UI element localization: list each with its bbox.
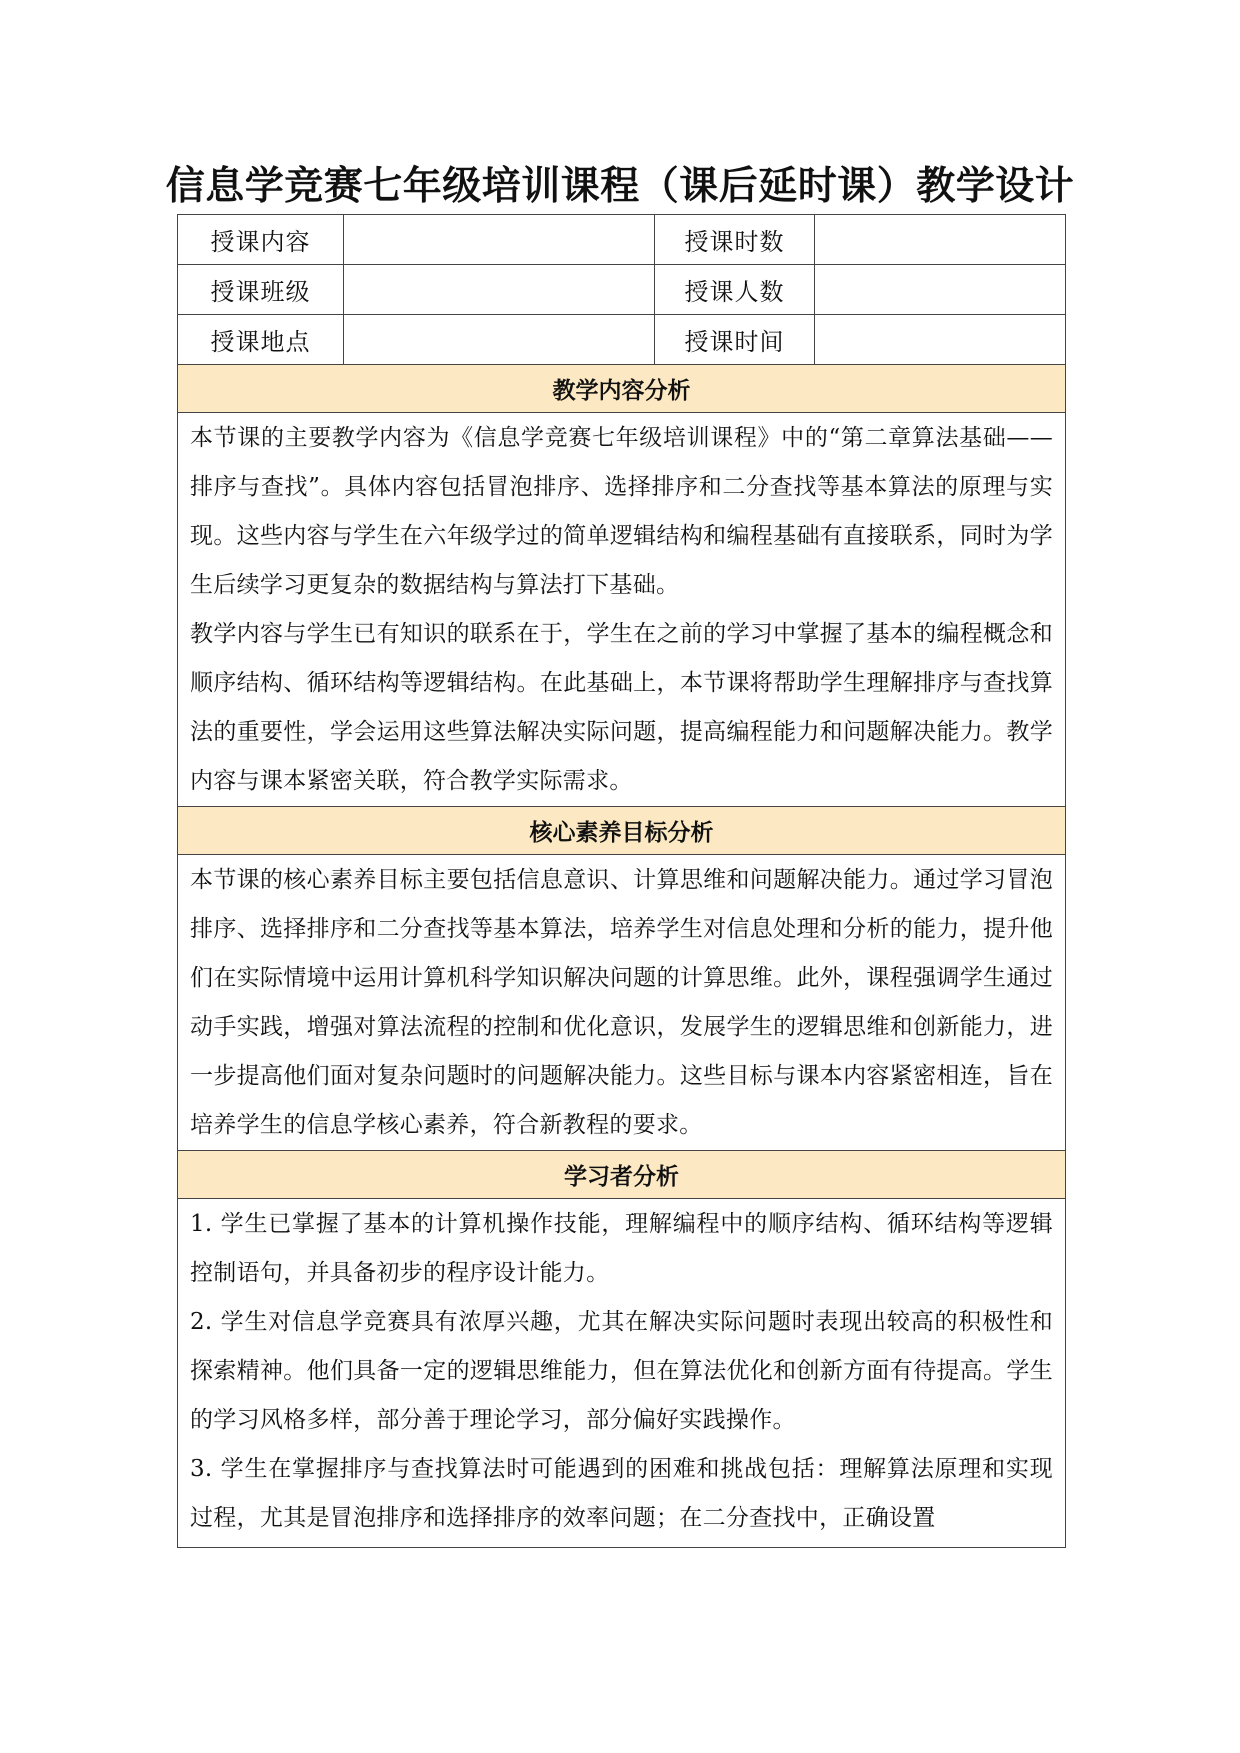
learner-analysis-clip — [190, 1199, 1053, 1547]
label-student-count: 授课人数 — [655, 265, 815, 315]
label-lesson-hours: 授课时数 — [655, 215, 815, 265]
value-lesson-location[interactable] — [344, 315, 655, 365]
learner-analysis-item: 3. 学生在掌握排序与查找算法时可能遇到的困难和挑战包括：理解算法原理和实现过程，尤其是冒泡排序和选择排序的效率问题；在二分查找中，正确设置 — [190, 1456, 1053, 1531]
learner-analysis-heading: 学习者分析 — [178, 1151, 1066, 1199]
value-lesson-content[interactable] — [344, 215, 655, 265]
section-body-learner-analysis — [178, 1199, 1066, 1548]
section-header-core-literacy — [178, 807, 1066, 855]
content-analysis-paragraph: 教学内容与学生已有知识的联系在于，学生在之前的学习中掌握了基本的编程概念和顺序结构、循环结构等逻辑结构。在此基础上，本节课将帮助学生理解排序与查找算法的重要性，学会运用这些算法解决实际问题，提高编程能力和问题解决能力。教学内容与课本紧密关联，符合教学实际需求。 — [190, 621, 1053, 794]
label-lesson-class: 授课班级 — [178, 265, 344, 315]
lesson-plan-table — [177, 214, 1066, 1548]
value-lesson-time[interactable] — [815, 315, 1066, 365]
label-lesson-time: 授课时间 — [655, 315, 815, 365]
section-body-core-literacy — [178, 855, 1066, 1151]
label-lesson-content: 授课内容 — [178, 215, 344, 265]
document-title: 信息学竞赛七年级培训课程（课后延时课）教学设计 — [165, 164, 1075, 209]
info-row-class — [178, 265, 1066, 315]
core-literacy-paragraph: 本节课的核心素养目标主要包括信息意识、计算思维和问题解决能力。通过学习冒泡排序、选择排序和二分查找等基本算法，培养学生对信息处理和分析的能力，提升他们在实际情境中运用计算机科学知识解决问题的计算思维。此外，课程强调学生通过动手实践，增强对算法流程的控制和优化意识，发展学生的逻辑思维和创新能力，进一步提高他们面对复杂问题时的问题解决能力。这些目标与课本内容紧密相连，旨在培养学生的信息学核心素养，符合新教程的要求。 — [190, 867, 1053, 1138]
content-analysis-paragraph: 本节课的主要教学内容为《信息学竞赛七年级培训课程》中的“第二章算法基础——排序与查找”。具体内容包括冒泡排序、选择排序和二分查找等基本算法的原理与实现。这些内容与学生在六年级学过的简单逻辑结构和编程基础有直接联系，同时为学生后续学习更复杂的数据结构与算法打下基础。 — [190, 425, 1053, 598]
learner-analysis-item: 1. 学生已掌握了基本的计算机操作技能，理解编程中的顺序结构、循环结构等逻辑控制语句，并具备初步的程序设计能力。 — [190, 1211, 1053, 1286]
content-analysis-heading: 教学内容分析 — [178, 365, 1066, 413]
section-body-content-analysis — [178, 413, 1066, 807]
label-lesson-location: 授课地点 — [178, 315, 344, 365]
value-lesson-class[interactable] — [344, 265, 655, 315]
section-header-content-analysis — [178, 365, 1066, 413]
info-row-location — [178, 315, 1066, 365]
value-student-count[interactable] — [815, 265, 1066, 315]
section-header-learner-analysis — [178, 1151, 1066, 1199]
learner-analysis-item: 2. 学生对信息学竞赛具有浓厚兴趣，尤其在解决实际问题时表现出较高的积极性和探索精神。他们具备一定的逻辑思维能力，但在算法优化和创新方面有待提高。学生的学习风格多样，部分善于理论学习，部分偏好实践操作。 — [190, 1309, 1053, 1433]
core-literacy-heading: 核心素养目标分析 — [178, 807, 1066, 855]
value-lesson-hours[interactable] — [815, 215, 1066, 265]
info-row-content — [178, 215, 1066, 265]
core-literacy-body — [178, 855, 1066, 1151]
content-analysis-body — [178, 413, 1066, 807]
learner-analysis-body — [178, 1199, 1066, 1548]
